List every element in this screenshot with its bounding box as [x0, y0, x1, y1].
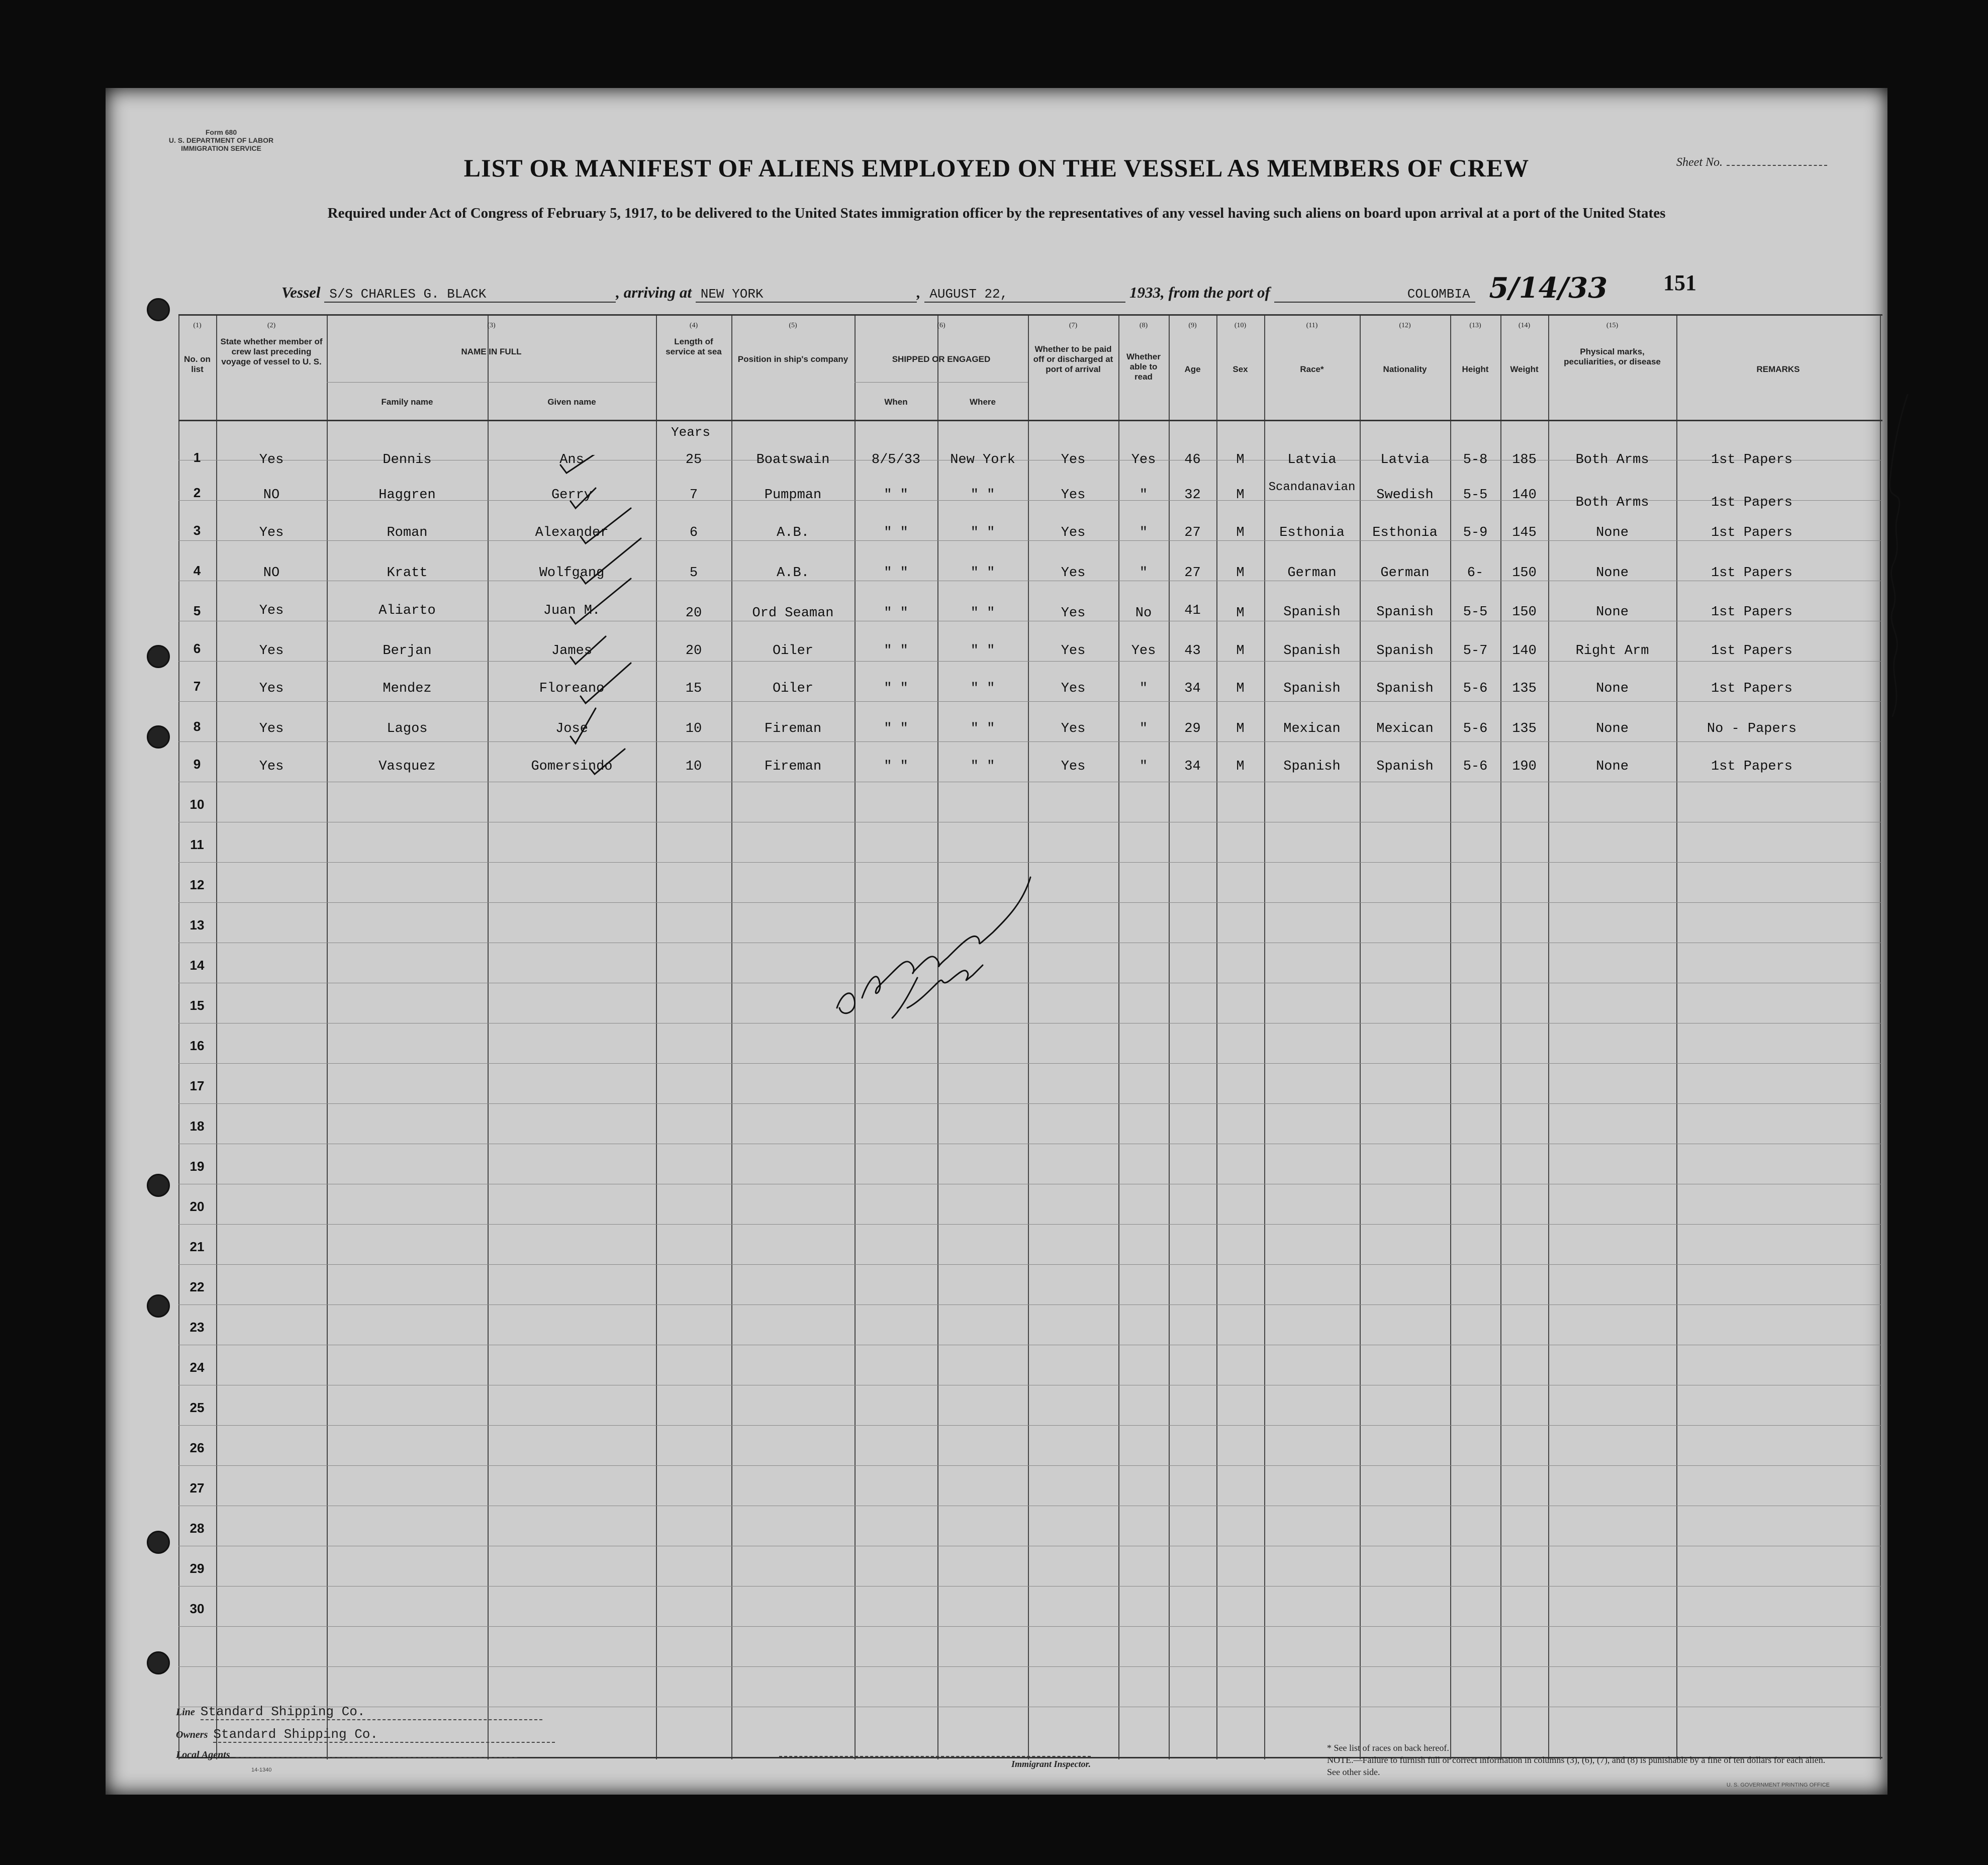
paid-off-cell: Yes [1061, 606, 1086, 621]
row-number: 29 [190, 1561, 205, 1576]
previous-voyage-cell: Yes [259, 759, 284, 774]
physical-marks-cell: Both Arms [1575, 495, 1649, 510]
previous-voyage-cell: Yes [259, 721, 284, 736]
row-number: 10 [190, 797, 205, 812]
line-label: Line [176, 1707, 195, 1718]
paid-off-cell: Yes [1061, 643, 1086, 659]
remarks-cell: 1st Papers [1711, 452, 1793, 468]
given-name-cell: Jose [555, 721, 588, 736]
checkmark-icon [591, 749, 625, 774]
age-cell: 43 [1184, 643, 1201, 659]
able-read-cell: " [1139, 488, 1148, 503]
shipped-when-cell: 8/5/33 [871, 452, 921, 468]
checkmark-icon [571, 708, 596, 743]
shipped-when-cell: " " [884, 759, 908, 774]
paid-off-cell: Yes [1061, 452, 1086, 468]
handwritten-signature [832, 857, 1048, 1028]
remarks-cell: 1st Papers [1711, 495, 1793, 510]
weight-cell: 135 [1512, 681, 1537, 696]
row-number: 25 [190, 1400, 205, 1415]
able-read-cell: No [1135, 606, 1152, 621]
manifest-sheet [106, 88, 1887, 1795]
remarks-cell: 1st Papers [1711, 759, 1793, 774]
physical-marks-cell: None [1596, 605, 1629, 620]
department-name: U. S. DEPARTMENT OF LABOR [168, 136, 274, 144]
shipped-when-cell: " " [884, 525, 908, 540]
row-number: 1 [193, 450, 201, 465]
printing-office: U. S. GOVERNMENT PRINTING OFFICE [1726, 1782, 1830, 1788]
shipped-when-cell: " " [884, 681, 908, 696]
shipped-where-cell: " " [970, 488, 995, 503]
sex-cell: M [1236, 488, 1245, 503]
header-family-name: Family name [381, 397, 433, 407]
physical-marks-cell: None [1596, 721, 1629, 736]
shipped-where-cell: " " [970, 606, 995, 621]
arriving-port: NEW YORK [696, 287, 917, 303]
sex-cell: M [1236, 681, 1245, 696]
manifest-table [178, 314, 1882, 1759]
sex-cell: M [1236, 606, 1245, 621]
age-cell: 34 [1184, 759, 1201, 774]
arrival-year: 1933 [1129, 284, 1161, 301]
vessel-line: Vessel S/S CHARLES G. BLACK , arriving at NEW YORK , AUGUST 22, 1933, from the port of COLOMBIA 5/14/33 [281, 271, 1608, 305]
shipped-when-cell: " " [884, 721, 908, 736]
punch-hole [147, 645, 170, 668]
remarks-cell: 1st Papers [1711, 566, 1793, 581]
header-when: When [884, 397, 908, 407]
sheet-count: 151 [1663, 270, 1696, 295]
race-cell: Mexican [1283, 721, 1341, 736]
service-years-cell: 7 [689, 488, 698, 503]
header-shipped-or-engaged: SHIPPED OR ENGAGED [892, 354, 991, 364]
previous-voyage-cell: NO [263, 566, 280, 581]
header-nationality: Nationality [1383, 364, 1427, 374]
penalty-note: NOTE.—Failure to furnish full or correct information in columns (3), (6), (7), and (8) is punishable by a fine of ten dollars for each alien. See other side. [1327, 1755, 1826, 1777]
punch-hole [147, 725, 170, 749]
header-remarks: REMARKS [1756, 364, 1800, 374]
physical-marks-cell: Right Arm [1575, 643, 1649, 659]
checkmark-icon [571, 579, 631, 624]
height-cell: 5-6 [1463, 759, 1488, 774]
nationality-cell: Esthonia [1372, 525, 1438, 540]
race-cell: Scandanavian [1268, 481, 1356, 494]
position-cell: Boatswain [756, 452, 830, 468]
weight-cell: 190 [1512, 759, 1537, 774]
row-number: 7 [193, 679, 201, 694]
paid-off-cell: Yes [1061, 566, 1086, 581]
column-number: (10) [1234, 322, 1247, 329]
row-number: 9 [193, 757, 201, 772]
header-position: Position in ship's company [737, 354, 848, 364]
remarks-cell: 1st Papers [1711, 681, 1793, 696]
sheet-number-line [1727, 165, 1827, 166]
position-cell: Pumpman [764, 488, 822, 503]
remarks-cell: 1st Papers [1711, 525, 1793, 540]
row-number: 3 [193, 523, 201, 538]
form-identifier [146, 128, 297, 152]
column-number: (4) [689, 322, 698, 329]
column-number: (3) [487, 322, 496, 329]
previous-voyage-cell: Yes [259, 681, 284, 696]
race-footnote: * See list of races on back hereof. [1327, 1743, 1449, 1753]
column-number: (14) [1518, 322, 1531, 329]
header-name-in-full: NAME IN FULL [461, 347, 522, 356]
sex-cell: M [1236, 721, 1245, 736]
age-cell: 41 [1184, 603, 1201, 618]
punch-hole [147, 1174, 170, 1197]
given-name-cell: Wolfgang [539, 566, 605, 581]
previous-voyage-cell: NO [263, 488, 280, 503]
paid-off-cell: Yes [1061, 721, 1086, 736]
column-number: (5) [789, 322, 797, 329]
punch-hole [147, 298, 170, 321]
given-name-cell: Alexander [535, 525, 609, 540]
checkmark-icon [581, 508, 631, 543]
column-number: (9) [1188, 322, 1197, 329]
family-name-cell: Dennis [383, 452, 432, 468]
row-number: 18 [190, 1118, 205, 1134]
service-years-cell: 10 [685, 759, 702, 774]
column-number: (6) [937, 322, 945, 329]
arriving-label: arriving at [623, 284, 692, 301]
row-number: 24 [190, 1360, 205, 1375]
family-name-cell: Mendez [383, 681, 432, 696]
physical-marks-cell: None [1596, 525, 1629, 540]
row-number: 19 [190, 1159, 205, 1174]
nationality-cell: Spanish [1376, 681, 1434, 696]
shipped-where-cell: " " [970, 643, 995, 659]
height-cell: 5-8 [1463, 452, 1488, 468]
nationality-cell: Swedish [1376, 488, 1434, 503]
weight-cell: 145 [1512, 525, 1537, 540]
service-years-cell: 20 [685, 606, 702, 621]
row-number: 23 [190, 1320, 205, 1335]
service-years-cell: 5 [689, 566, 698, 581]
checkmark-icon [560, 455, 617, 473]
height-cell: 5-5 [1463, 605, 1488, 620]
row-number: 8 [193, 719, 201, 734]
punch-hole [147, 1651, 170, 1674]
sex-cell: M [1236, 566, 1245, 581]
service-years-cell: 20 [685, 643, 702, 659]
shipped-when-cell: " " [884, 606, 908, 621]
checkmark-icon [571, 488, 596, 508]
remarks-cell: No - Papers [1707, 721, 1797, 736]
header-no-on-list: No. on list [184, 354, 211, 374]
shipped-where-cell: " " [970, 525, 995, 540]
row-number: 15 [190, 998, 205, 1013]
shipped-where-cell: " " [970, 759, 995, 774]
able-read-cell: " [1139, 566, 1148, 581]
local-agents-label: Local Agents [176, 1749, 230, 1760]
header-sex: Sex [1233, 364, 1248, 374]
remarks-cell: 1st Papers [1711, 643, 1793, 659]
able-read-cell: " [1139, 721, 1148, 736]
column-number: (7) [1069, 322, 1078, 329]
punch-hole [147, 1531, 170, 1554]
shipped-where-cell: New York [950, 452, 1015, 468]
row-number: 6 [193, 641, 201, 656]
previous-voyage-cell: Yes [259, 643, 284, 659]
header-weight: Weight [1510, 364, 1539, 374]
given-name-cell: Gerry [551, 488, 592, 503]
sex-cell: M [1236, 643, 1245, 659]
family-name-cell: Kratt [387, 566, 428, 581]
able-read-cell: Yes [1131, 643, 1156, 659]
age-cell: 46 [1184, 452, 1201, 468]
local-agents-field [176, 1749, 517, 1761]
family-name-cell: Vasquez [378, 759, 436, 774]
owners-value: Standard Shipping Co. [213, 1727, 555, 1743]
family-name-cell: Berjan [383, 643, 432, 659]
paid-off-cell: Yes [1061, 759, 1086, 774]
column-number: (8) [1139, 322, 1148, 329]
weight-cell: 150 [1512, 566, 1537, 581]
row-number: 17 [190, 1078, 205, 1093]
local-agents-value [236, 1757, 517, 1758]
given-name-cell: Floreano [539, 681, 605, 696]
race-cell: Spanish [1283, 643, 1341, 659]
inspector-signature-field [779, 1756, 1091, 1769]
row-number: 16 [190, 1038, 205, 1053]
given-name-cell: Gomersindo [531, 759, 613, 774]
physical-marks-cell: None [1596, 566, 1629, 581]
handwritten-date: 5/14/33 [1489, 271, 1608, 305]
weight-cell: 185 [1512, 452, 1537, 468]
handwritten-checkmarks [540, 455, 721, 782]
paid-off-cell: Yes [1061, 525, 1086, 540]
header-age: Age [1184, 364, 1201, 374]
header-race: Race* [1300, 364, 1324, 374]
race-cell: Spanish [1283, 759, 1341, 774]
height-cell: 6- [1467, 566, 1484, 581]
column-number: (2) [267, 322, 276, 329]
punch-hole [147, 1294, 170, 1318]
row-number: 21 [190, 1239, 205, 1254]
physical-marks-cell: None [1596, 681, 1629, 696]
service-years-cell: 15 [685, 681, 702, 696]
row-number: 22 [190, 1279, 205, 1294]
row-number: 2 [193, 485, 201, 500]
arrival-date: AUGUST 22, [924, 287, 1125, 303]
paid-off-cell: Yes [1061, 488, 1086, 503]
row-number: 14 [190, 958, 205, 973]
vessel-name: S/S CHARLES G. BLACK [324, 287, 616, 303]
header-height: Height [1462, 364, 1489, 374]
owners-label: Owners [176, 1729, 208, 1740]
departure-port-label: from the port of [1168, 284, 1270, 301]
position-cell: Ord Seaman [752, 606, 834, 621]
height-cell: 5-5 [1463, 488, 1488, 503]
race-cell: German [1287, 566, 1337, 581]
previous-voyage-cell: Yes [259, 452, 284, 468]
race-cell: Spanish [1283, 605, 1341, 620]
departure-port: COLOMBIA [1274, 287, 1475, 303]
header-able-to-read: Whether able to read [1126, 352, 1161, 382]
row-number: 30 [190, 1601, 205, 1616]
service-name: IMMIGRATION SERVICE [181, 144, 261, 152]
given-name-cell: James [551, 643, 592, 659]
family-name-cell: Roman [387, 525, 428, 540]
able-read-cell: " [1139, 525, 1148, 540]
weight-cell: 135 [1512, 721, 1537, 736]
manifest-title: LIST OR MANIFEST OF ALIENS EMPLOYED ON THE VESSEL AS MEMBERS OF CREW [463, 154, 1530, 182]
sex-cell: M [1236, 525, 1245, 540]
row-number: 11 [190, 837, 204, 852]
line-field [176, 1704, 542, 1720]
given-name-cell: Juan M. [543, 603, 601, 618]
race-cell: Esthonia [1279, 525, 1345, 540]
position-cell: A.B. [777, 525, 809, 540]
age-cell: 34 [1184, 681, 1201, 696]
family-name-cell: Aliarto [378, 603, 436, 618]
column-number: (15) [1606, 322, 1619, 329]
nationality-cell: Spanish [1376, 605, 1434, 620]
paid-off-cell: Yes [1061, 681, 1086, 696]
row-number: 20 [190, 1199, 205, 1214]
height-cell: 5-6 [1463, 681, 1488, 696]
family-name-cell: Haggren [378, 488, 436, 503]
height-cell: 5-6 [1463, 721, 1488, 736]
sheet-number-field [1676, 156, 1827, 169]
sex-cell: M [1236, 759, 1245, 774]
nationality-cell: Spanish [1376, 643, 1434, 659]
shipped-where-cell: " " [970, 721, 995, 736]
header-length-of-service: Length of service at sea [666, 337, 722, 356]
height-cell: 5-7 [1463, 643, 1488, 659]
owners-field [176, 1727, 555, 1743]
physical-marks-cell: None [1596, 759, 1629, 774]
sex-cell: M [1236, 452, 1245, 468]
position-cell: Fireman [764, 721, 822, 736]
service-years-cell: 6 [689, 525, 698, 540]
row-number: 28 [190, 1521, 205, 1536]
position-cell: Oiler [772, 681, 813, 696]
able-read-cell: " [1139, 681, 1148, 696]
race-cell: Latvia [1287, 452, 1337, 468]
weight-cell: 150 [1512, 605, 1537, 620]
previous-voyage-cell: Yes [259, 525, 284, 540]
sheet-number-label: Sheet No. [1676, 156, 1723, 169]
form-number: Form 680 [205, 128, 237, 136]
position-cell: Fireman [764, 759, 822, 774]
vessel-label: Vessel [281, 284, 321, 301]
header-physical-marks: Physical marks, peculiarities, or disease [1564, 347, 1661, 366]
row-number: 4 [193, 563, 201, 578]
row-number: 26 [190, 1440, 205, 1455]
weight-cell: 140 [1512, 643, 1537, 659]
physical-marks-cell: Both Arms [1575, 452, 1649, 468]
inspector-signature-line [779, 1756, 1091, 1757]
service-years-cell: 25 [685, 452, 702, 468]
nationality-cell: Spanish [1376, 759, 1434, 774]
row-number: 13 [190, 917, 205, 933]
age-cell: 27 [1184, 566, 1201, 581]
column-number: (1) [193, 322, 202, 329]
header-paid-off: Whether to be paid off or discharged at port of arrival [1033, 344, 1113, 374]
race-cell: Spanish [1283, 681, 1341, 696]
position-cell: A.B. [777, 566, 809, 581]
form-code: 14-1340 [251, 1767, 272, 1773]
nationality-cell: Latvia [1380, 452, 1430, 468]
nationality-cell: German [1380, 566, 1430, 581]
years-unit: Years [671, 425, 711, 440]
height-cell: 5-9 [1463, 525, 1488, 540]
age-cell: 29 [1184, 721, 1201, 736]
shipped-where-cell: " " [970, 681, 995, 696]
row-number: 27 [190, 1480, 205, 1496]
row-number: 5 [193, 603, 201, 618]
line-value: Standard Shipping Co. [201, 1704, 542, 1720]
given-name-cell: Ans [559, 452, 584, 468]
checkmark-icon [581, 663, 631, 703]
age-cell: 27 [1184, 525, 1201, 540]
service-years-cell: 10 [685, 721, 702, 736]
family-name-cell: Lagos [387, 721, 428, 736]
shipped-when-cell: " " [884, 566, 908, 581]
weight-cell: 140 [1512, 488, 1537, 503]
shipped-when-cell: " " [884, 488, 908, 503]
able-read-cell: " [1139, 759, 1148, 774]
handwritten-margin-note [1877, 385, 1918, 731]
header-previous-voyage: State whether member of crew last preceding voyage of vessel to U. S. [220, 337, 323, 366]
inspector-label: Immigrant Inspector. [1011, 1759, 1091, 1769]
checkmark-icon [571, 636, 606, 664]
header-where: Where [970, 397, 996, 407]
manifest-subtitle: Required under Act of Congress of February 5, 1917, to be delivered to the United States immigration officer by the representatives of any vessel having such aliens on board upon arrival at a port of the United States [327, 205, 1666, 221]
checkmark-icon [581, 538, 641, 584]
able-read-cell: Yes [1131, 452, 1156, 468]
nationality-cell: Mexican [1376, 721, 1434, 736]
shipped-when-cell: " " [884, 643, 908, 659]
age-cell: 32 [1184, 488, 1201, 503]
column-number: (13) [1469, 322, 1481, 329]
remarks-cell: 1st Papers [1711, 605, 1793, 620]
previous-voyage-cell: Yes [259, 603, 284, 618]
footnotes [1327, 1742, 1830, 1788]
header-given-name: Given name [547, 397, 596, 407]
column-number: (12) [1399, 322, 1411, 329]
position-cell: Oiler [772, 643, 813, 659]
shipped-where-cell: " " [970, 566, 995, 581]
row-number: 12 [190, 877, 205, 892]
column-number: (11) [1306, 322, 1318, 329]
